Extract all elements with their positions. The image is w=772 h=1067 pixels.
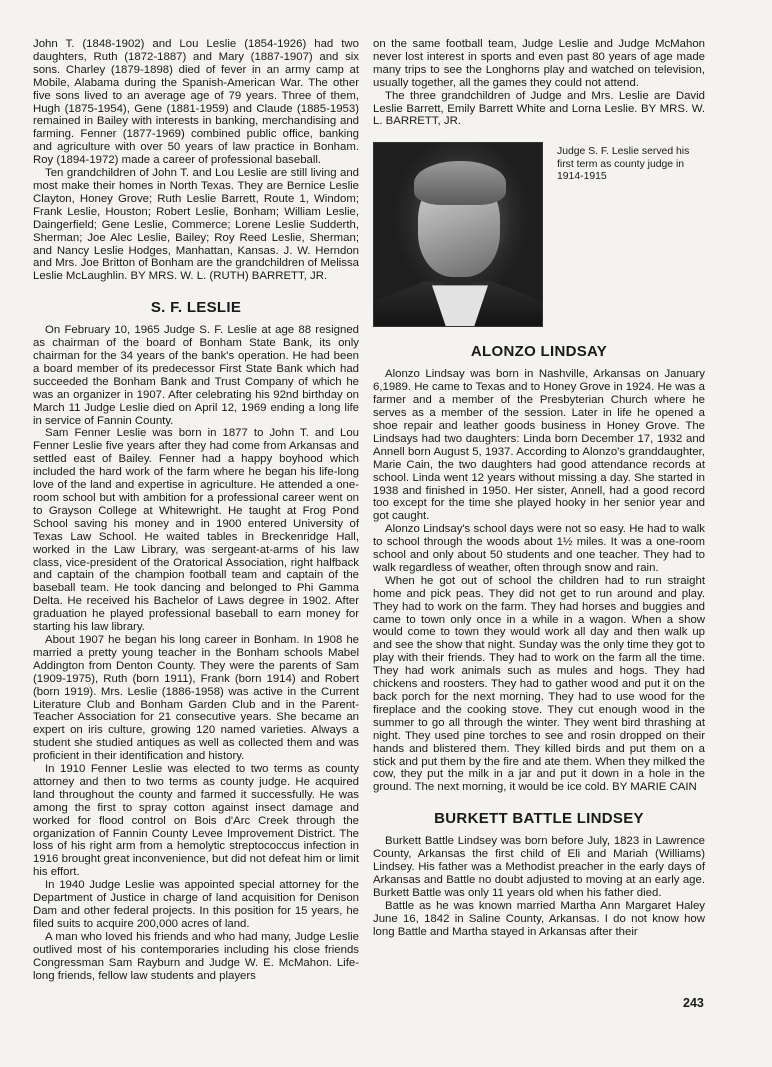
- paragraph: Alonzo Lindsay's school days were not so easy. He had to walk to school through the woods about 1½ miles. It was a one-room school and only about 50 students and one teacher. They had to walk regardless of weather, often through snow and rain.: [373, 523, 705, 574]
- paragraph: On February 10, 1965 Judge S. F. Leslie at age 88 resigned as chairman of the board of Bonham State Bank, its only chairman for the 34 years of the bank's operation. He had been a board member of its predecessor First State Bank which had succeeded the Bonham Bank and Trust Company of which he was an organizer in 1907. After celebrating his 92nd birthday on March 11 Judge Leslie died on April 12, 1969 ending a long life in service of Fannin County.: [33, 324, 359, 427]
- paragraph: Alonzo Lindsay was born in Nashville, Arkansas on January 6,1989. He came to Texas and to Honey Grove in 1924. He was a farmer and a member of the Presbyterian Church where he serves as a member of the session. Later in life he opened a shoe repair and leather goods business in Honey Grove. The Lindsays had two daughters: Linda born December 17, 1932 and Annell born August 5, 1937. According to Alonzo's granddaughter, Marie Cain, the two daughters had good attendance records at school. Linda went 12 years without missing a day. She started in 1938 and finished in 1950. Her sister, Annell, had a good record too except for the time she played hooky in her senior year and got caught.: [373, 368, 705, 523]
- paragraph: Sam Fenner Leslie was born in 1877 to John T. and Lou Fenner Leslie five years after they had come from Arkansas and settled east of Bailey. Fenner had a happy boyhood which included the hard work of the farm where he began his life-long love of the land and expertise in agriculture. He attended a one-room school but with ambition for a professional career went on to Grayson College at Whitewright. He taught at Frog Pond School saving his money and in 1900 entered University of Texas Law School. He waited tables in Breckenridge Hall, worked in the Law Library, was sergeant-at-arms of his law class, vice-president of the Oratorical Association, right halfback and captain of the champion football team and captain of the baseball team. He took dancing and belonged to Phi Gamma Delta. He received his Bachelor of Laws degree in 1902. After graduation he played professional baseball to earn money for starting his law library.: [33, 427, 359, 634]
- section-heading-burkett-battle-lindsey: BURKETT BATTLE LINDSEY: [434, 810, 644, 828]
- paragraph: The three grandchildren of Judge and Mrs. Leslie are David Leslie Barrett, Emily Barrett White and Lorna Leslie. BY MRS. W. L. BARRETT, JR.: [373, 89, 705, 128]
- photo-caption: Judge S. F. Leslie served his first term as county judge in 1914-1915: [557, 146, 690, 183]
- section-heading-sf-leslie: S. F. LESLIE: [150, 299, 242, 317]
- paragraph: In 1940 Judge Leslie was appointed special attorney for the Department of Justice in charge of land acquisition for Denison Dam and other federal projects. In this position for 15 years, he filed suits to acquire 200,000 acres of land.: [33, 879, 359, 930]
- paragraph: Battle as he was known married Martha Ann Margaret Haley June 16, 1842 in Saline County, Arkansas. I do not know how long Battle and Martha stayed in Arkansas after their: [373, 899, 705, 938]
- page-number: 243: [683, 996, 704, 1010]
- paragraph: John T. (1848-1902) and Lou Leslie (1854-1926) had two daughters, Ruth (1872-1887) and Mary (1887-1907) and six sons. Charley (1879-1898) died of fever in an army camp at Mobile, Alabama during the Spanish-American War. The other five sons lived to an average age of 79 years. Three of them, Hugh (1875-1954), Gene (1881-1959) and Claude (1885-1953) remained in Bailey with interests in banking, merchandising and farming. Fenner (1877-1969) combined public office, banking and agriculture with over 50 years of law practice in Bonham. Roy (1894-1972) made a career of professional baseball.: [33, 38, 359, 167]
- right-column: [373, 38, 705, 939]
- portrait-photo: [373, 142, 543, 327]
- paragraph: Burkett Battle Lindsey was born before July, 1823 in Lawrence County, Arkansas the first child of Eli and Mariah (Williams) Lindsey. His father was a Methodist preacher in the early days of Arkansas and Battle no doubt adjusted to moving at an early age. Burkett Battle was only 11 years old when his father died.: [373, 835, 705, 899]
- paragraph: A man who loved his friends and who had many, Judge Leslie outlived most of his contemporaries including his close friends Congressman Sam Rayburn and Judge W. E. McMahon. Life-long friends, fellow law students and players: [33, 930, 359, 982]
- paragraph: Ten grandchildren of John T. and Lou Leslie are still living and most make their homes in North Texas. They are Bernice Leslie Clayton, Honey Grove; Ruth Leslie Barrett, Route 1, Windom; Frank Leslie, Houston; Robert Leslie, Bonham; William Leslie, Daingerfield; Gene Leslie, Commerce; Lorene Leslie Sudderth, Sherman; Joe Alec Leslie, Bailey; Roy Reed Leslie, Sherman; and Nancy Leslie Hodges, Manhattan, Kansas. J. W. Herndon and Mrs. Joe Britton of Bonham are the grandchildren of Melissa Leslie McLaughlin. BY MRS. W. L. (RUTH) BARRETT, JR.: [33, 167, 359, 283]
- paragraph: When he got out of school the children had to run straight home and pick peas. They did not get to run around and play. They had to work on the farm. They had horses and buggies and came to town only once in a while in a wagon. When a show would come to town they would work all day and then walk up and see the show that night. Sunday was the only time they got to play with their friends. They had to work on the farm all the time. They had work animals such as mules and hogs. They had chickens and roosters. They had to gather wood and put it on the back porch for the next morning. They had to use wood for the fireplace and the cooking stove. They cut enough wood in the summer to go all through the winter. They went bird thrashing at night. They used pine torches to see and rosin dropped on their hands and blistered them. They killed birds and put them on a stick and put them by the fire and ate them. When they milked the cow, they put the milk in a jar and put it down in a hole in the ground. The next morning, it would be ice cold. BY MARIE CAIN: [373, 574, 705, 794]
- paragraph: About 1907 he began his long career in Bonham. In 1908 he married a pretty young teacher in the Bonham schools Mabel Addington from Denton County. They were the parents of Sam (1909-1975), Ruth (born 1911), Frank (born 1914) and Robert (born 1919). Mrs. Leslie (1886-1958) was active in the Current Literature Club and Bonham Garden Club and in the Parent-Teacher Association for 21 consecutive years. She became an expert on iris culture, growing 120 named varieties. Always a student she studied antiques as well as collected them and was proficient in their identification and history.: [33, 633, 359, 763]
- left-column: [33, 38, 359, 982]
- section-heading-alonzo-lindsay: ALONZO LINDSAY: [470, 343, 608, 361]
- photo-block: [373, 142, 705, 327]
- paragraph: In 1910 Fenner Leslie was elected to two terms as county attorney and then to two terms as county judge. He acquired land throughout the county and farmed it successfully. He was among the first to spray cotton against insect damage and worked for flood control on Bois d'Arc Creek through the organization of Fannin County Levee Improvement District. The loss of his right arm from a hemolytic streptococcus infection in 1916 brought great inconvenience, but did not defeat him or limit his effort.: [33, 763, 359, 879]
- paragraph: on the same football team, Judge Leslie and Judge McMahon never lost interest in sports and even past 80 years of age made many trips to see the Longhorns play and watched on television, usually together, all the games they could not attend.: [373, 38, 705, 89]
